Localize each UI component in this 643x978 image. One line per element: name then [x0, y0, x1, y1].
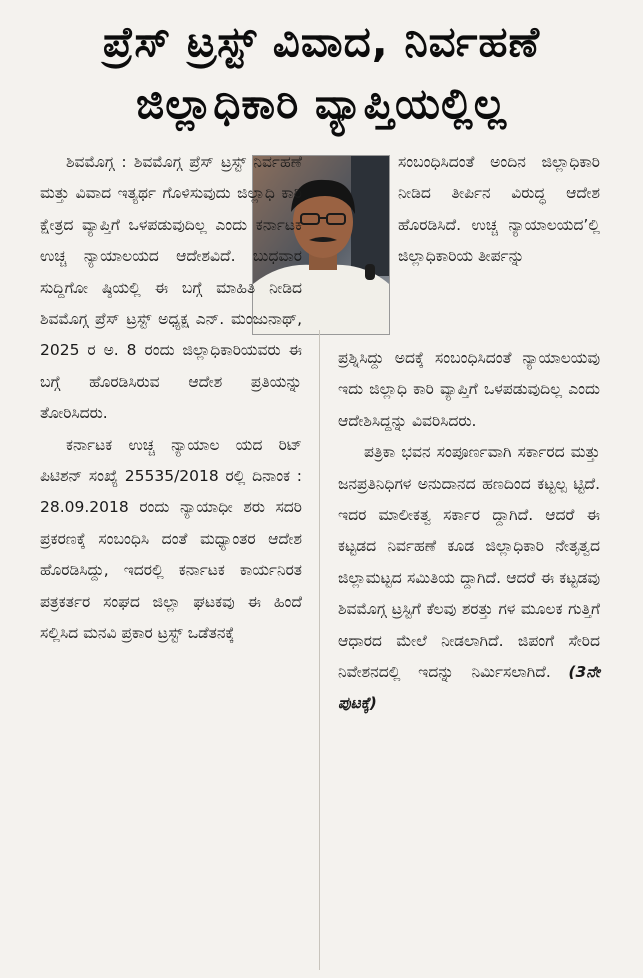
- article-paragraph-1: ಶಿವಮೊಗ್ಗ : ಶಿವಮೊಗ್ಗ ಪ್ರೆಸ್ ಟ್ರಸ್ಟ್ ನಿರ್ವಹಣೆ ಮತ್ತು ವಿವಾದ ಇತ್ಯರ್ಥ ಗೊಳಿಸುವುದು ಜಿಲ್ಲಾಧಿ ಕಾರಿ ಕ್ಷೇತ್ರದ ವ್ಯಾಪ್ತಿಗೆ ಒಳಪಡುವುದಿಲ್ಲ ಎಂದು ಕರ್ನಾಟಕ ಉಚ್ಚ ನ್ಯಾಯಾಲಯದ ಆದೇಶವಿದೆ. ಬುಧವಾರ ಸುದ್ದಿಗೋ ಷ್ಠಿಯಲ್ಲಿ ಈ ಬಗ್ಗೆ ಮಾಹಿತಿ ನೀಡಿದ ಶಿವಮೊಗ್ಗ ಪ್ರೆಸ್ ಟ್ರಸ್ಟ್ ಅಧ್ಯಕ್ಷ ಎನ್. ಮಂಜುನಾಥ್, 2025 ರ ಅ. 8 ರಂದು ಜಿಲ್ಲಾಧಿಕಾರಿಯವರು ಈ ಬಗ್ಗೆ ಹೊರಡಿಸಿರುವ ಆದೇಶ ಪ್ರತಿಯನ್ನು ತೋರಿಸಿದರು.: [40, 153, 302, 423]
- headline: [0, 10, 643, 134]
- article-paragraph-2-continued: ಸಂಬಂಧಿಸಿದಂತೆ ಅಂದಿನ ಜಿಲ್ಲಾಧಿಕಾರಿ ನೀಡಿದ ತೀರ್ಪಿನ ವಿರುದ್ಧ ಆದೇಶ ಹೊರಡಿಸಿದೆ. ಉಚ್ಚ ನ್ಯಾಯಾಲಯದ’ಲ್ಲಿ ಜಿಲ್ಲಾಧಿಕಾರಿಯ ತೀರ್ಪನ್ನು: [398, 153, 600, 266]
- article-paragraph-3-text: ಪತ್ರಿಕಾ ಭವನ ಸಂಪೂರ್ಣವಾಗಿ ಸರ್ಕಾರದ ಮತ್ತು ಜನಪ್ರತಿನಿಧಿಗಳ ಅನುದಾನದ ಹಣದಿಂದ ಕಟ್ಟಲ್ಪ ಟ್ಟಿದೆ. ಇದರ ಮಾಲೀಕತ್ವ ಸರ್ಕಾರ ದ್ದಾಗಿದೆ. ಆದರೆ ಈ ಕಟ್ಟಡದ ನಿರ್ವಹಣೆ ಕೂಡ ಜಿಲ್ಲಾಧಿಕಾರಿ ನೇತೃತ್ವದ ಜಿಲ್ಲಾಮಟ್ಟದ ಸಮಿತಿಯ ದ್ದಾಗಿದೆ. ಆದರೆ ಈ ಕಟ್ಟಡವು ಶಿವಮೊಗ್ಗ ಟ್ರಸ್ಟಿಗೆ ಕೆಲವು ಶರತ್ತು ಗಳ ಮೂಲಕ ಗುತ್ತಿಗೆ ಆಧಾರದ ಮೇಲೆ ನೀಡಲಾಗಿದೆ. ಜಿಪಂಗೆ ಸೇರಿದ ನಿವೇಶನದಲ್ಲಿ ಇದನ್ನು ನಿರ್ಮಿಸಲಾಗಿದೆ.: [338, 443, 600, 682]
- article-paragraph-2: ಕರ್ನಾಟಕ ಉಚ್ಚ ನ್ಯಾಯಾಲ ಯದ ರಿಟ್ ಪಿಟಿಶನ್ ಸಂಖ್ಯೆ 25535/2018 ರಲ್ಲಿ ದಿನಾಂಕ : 28.09.2018 ರಂದು ನ್ಯಾಯಾಧೀ ಶರು ಸದರಿ ಪ್ರಕರಣಕ್ಕೆ ಸಂಬಂಧಿಸಿ ದಂತೆ ಮಧ್ಯಾಂತರ ಆದೇಶ ಹೊರಡಿಸಿದ್ದು, ಇದರಲ್ಲಿ ಕರ್ನಾಟಕ ಕಾರ್ಯನಿರತ ಪತ್ರಕರ್ತರ ಸಂಘದ ಜಿಲ್ಲಾ ಘಟಕವು ಈ ಹಿಂದೆ ಸಲ್ಲಿಸಿದ ಮನವಿ ಪ್ರಕಾರ ಟ್ರಸ್ಟ್ ಒಡೆತನಕ್ಕೆ: [40, 435, 302, 643]
- continued-on-page-link: (3ನೇ ಪುಟಕ್ಕೆ): [338, 663, 600, 713]
- article-right-column: [338, 343, 600, 720]
- article-paragraph-2-end: ಪ್ರಶ್ನಿಸಿದ್ದು ಅದಕ್ಕೆ ಸಂಬಂಧಿಸಿದಂತೆ ನ್ಯಾಯಾಲಯವು ಇದು ಜಿಲ್ಲಾಧಿ ಕಾರಿ ವ್ಯಾಪ್ತಿಗೆ ಒಳಪಡುವುದಿಲ್ಲ ಎಂದು ಆದೇಶಿಸಿದ್ದನ್ನು ವಿವರಿಸಿದರು.: [338, 349, 600, 430]
- headline-line-2: ಜಿಲ್ಲಾಧಿಕಾರಿ ವ್ಯಾಪ್ತಿಯಲ್ಲಿಲ್ಲ: [136, 79, 507, 128]
- article-left-column: [40, 147, 302, 650]
- column-divider: [319, 330, 320, 970]
- article-paragraph-3: [338, 437, 600, 720]
- article-right-top-column: [398, 147, 600, 273]
- headline-line-1: ಪ್ರೆಸ್ ಟ್ರಸ್ಟ್ ವಿವಾದ, ನಿರ್ವಹಣೆ: [102, 17, 541, 66]
